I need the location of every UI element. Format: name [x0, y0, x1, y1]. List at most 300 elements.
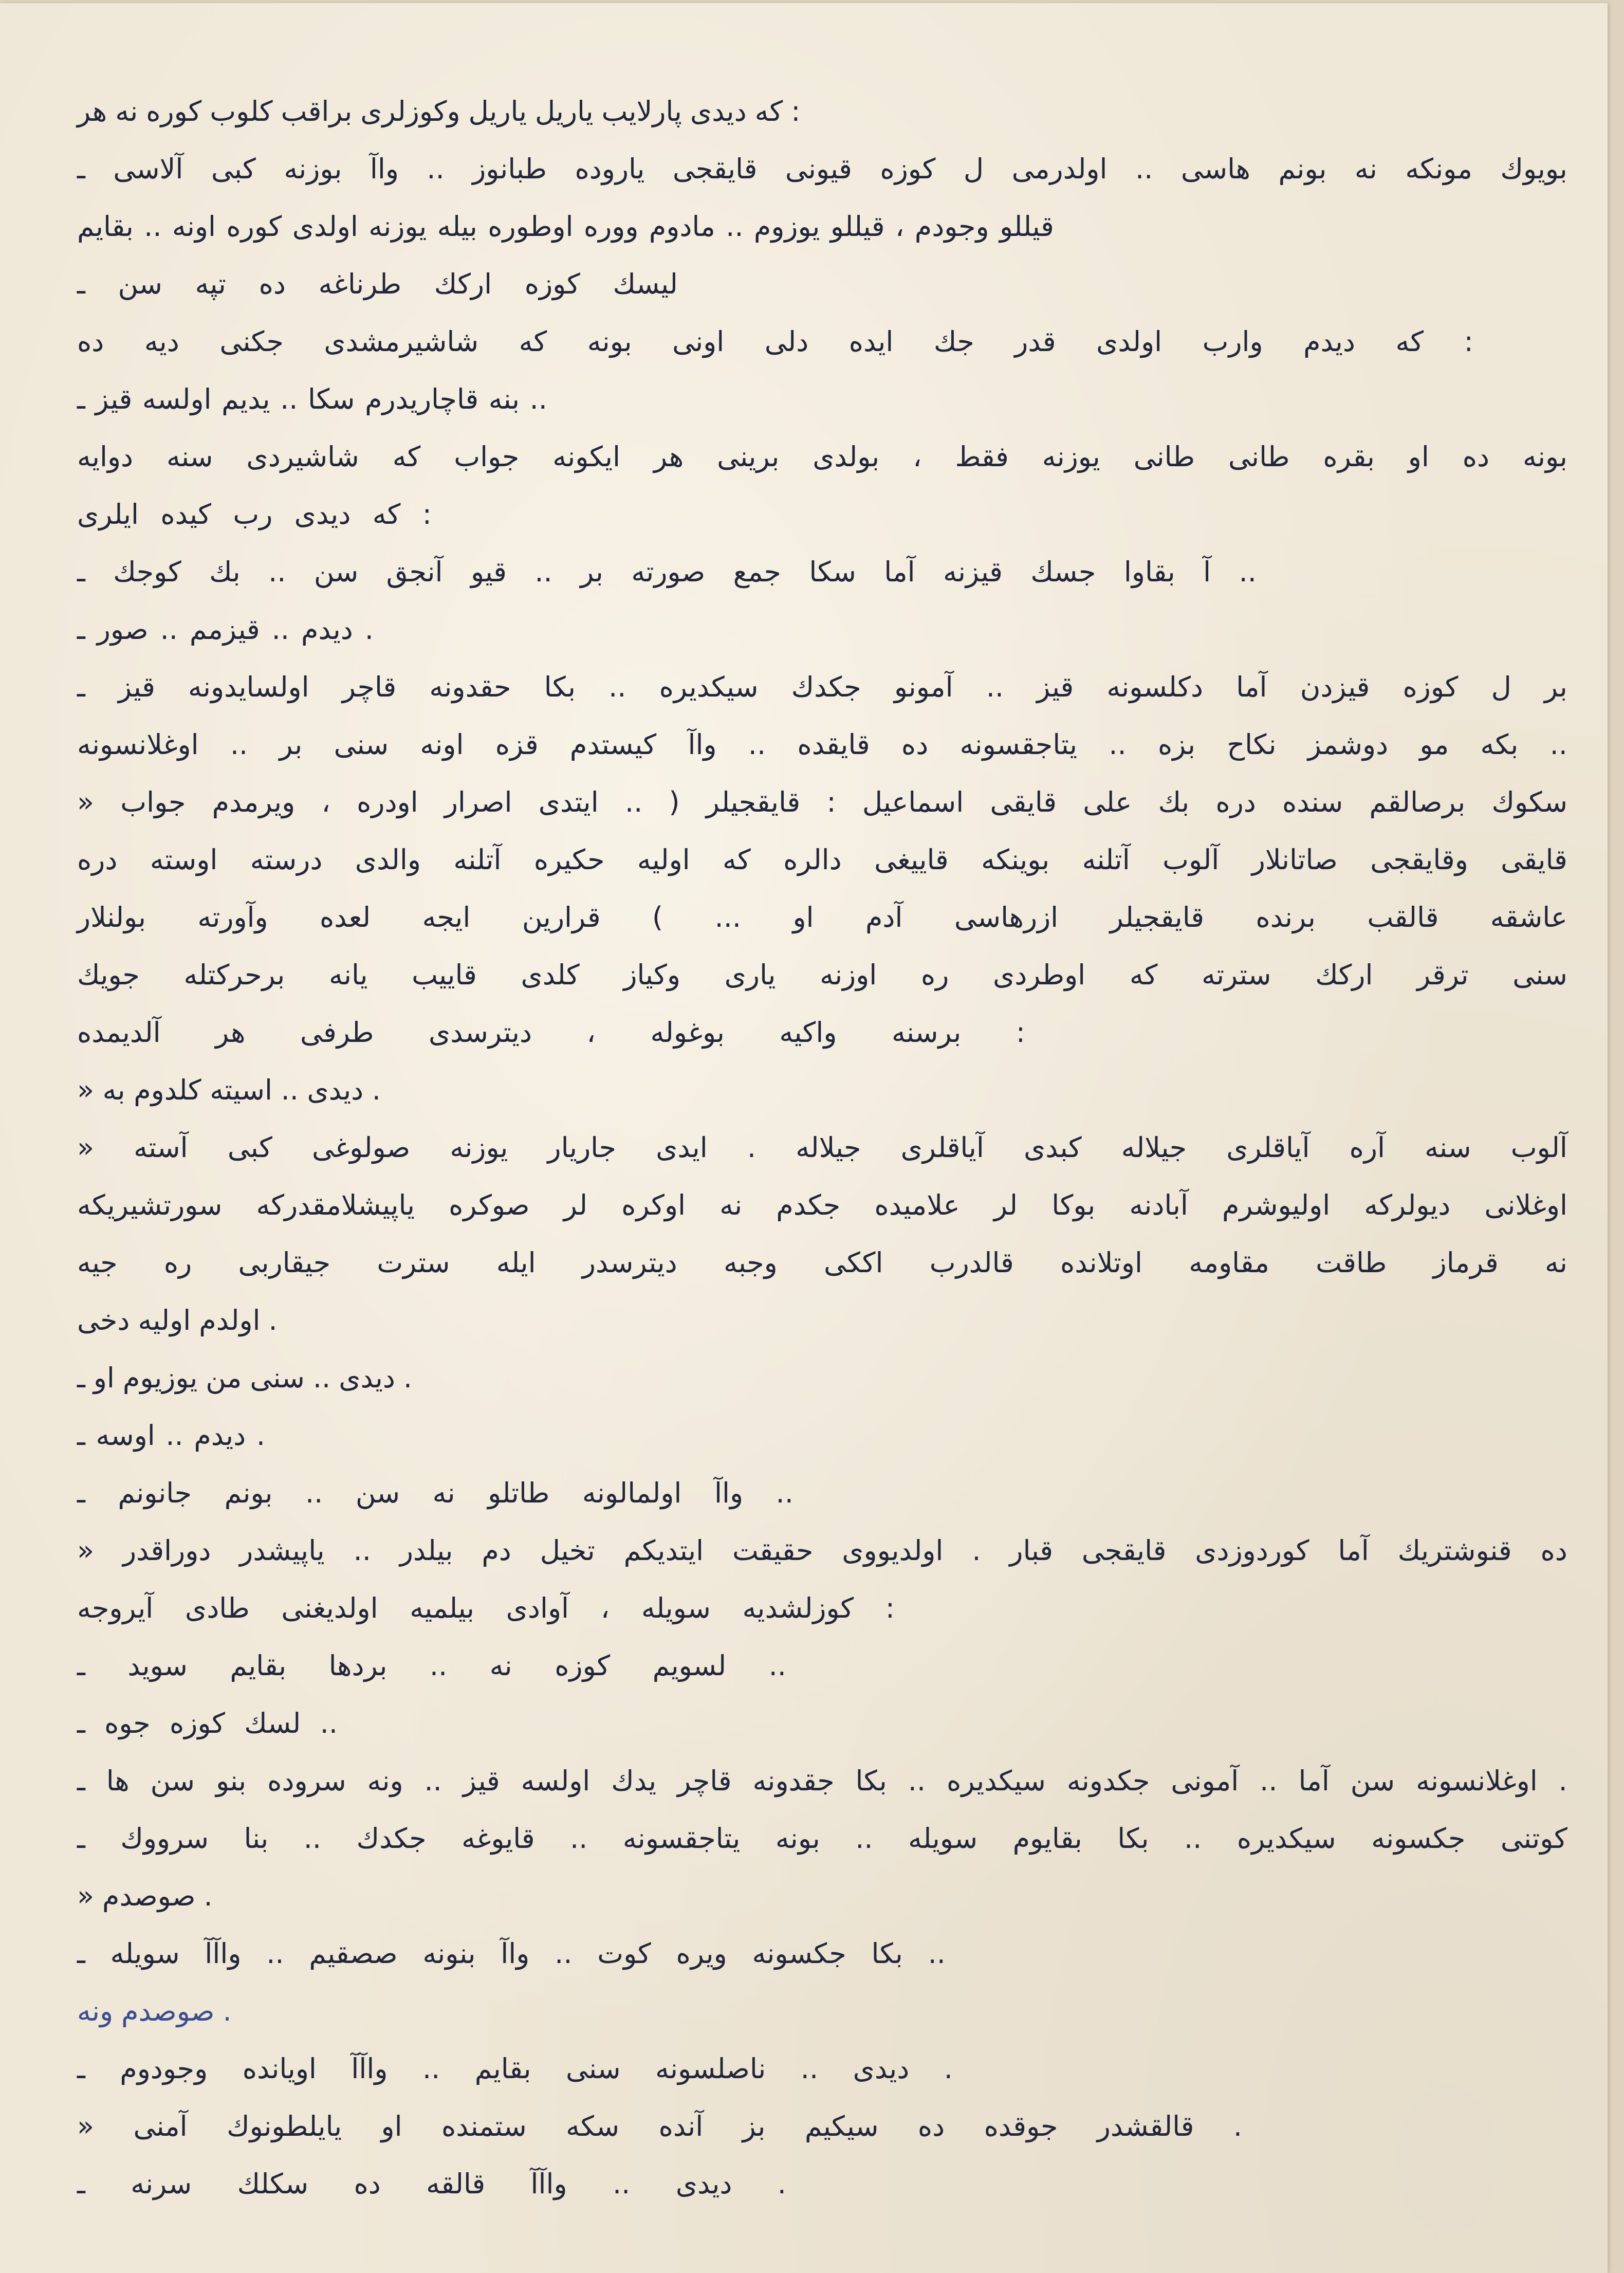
manuscript-word: کیده — [160, 498, 211, 530]
manuscript-word: قیز — [118, 671, 155, 703]
manuscript-word: بوغوله — [650, 1016, 725, 1049]
manuscript-word: صاتانلار — [1251, 844, 1338, 876]
manuscript-word: اویانده — [242, 2052, 317, 2085]
manuscript-word: واکیه — [779, 1016, 837, 1049]
manuscript-word: سوید — [127, 1649, 188, 1682]
manuscript-word: سنه — [167, 441, 213, 473]
manuscript-word: اوسته — [150, 844, 218, 876]
manuscript-word: آیروجه — [77, 1592, 154, 1624]
manuscript-word: شاشیردی — [246, 441, 359, 473]
manuscript-word: اوزنه — [820, 959, 877, 991]
manuscript-word: اصرار — [444, 786, 512, 818]
manuscript-line — [77, 1752, 1567, 1810]
manuscript-word: آسته — [134, 1131, 188, 1164]
manuscript-line — [77, 371, 547, 428]
manuscript-word: قالقشدر — [1097, 2110, 1194, 2142]
manuscript-word: نه — [1544, 1247, 1567, 1279]
manuscript-word: دیدی — [690, 95, 747, 127]
manuscript-word: رب — [233, 498, 273, 530]
manuscript-word: یوزنه — [368, 210, 427, 243]
manuscript-word: قایقجی — [672, 153, 758, 185]
manuscript-word: ، — [321, 786, 330, 818]
manuscript-word: اوغلانسونه — [77, 728, 199, 761]
manuscript-word: دخی — [77, 1304, 130, 1336]
manuscript-word: یاروده — [575, 153, 645, 185]
manuscript-line — [77, 2040, 953, 2098]
manuscript-word: طرناغه — [318, 268, 402, 300]
manuscript-word: دیدی — [294, 498, 351, 530]
manuscript-word: هاسی — [1180, 153, 1250, 185]
manuscript-word: که — [1129, 959, 1158, 991]
manuscript-word: : — [791, 95, 801, 127]
manuscript-word: بیله — [437, 210, 477, 243]
manuscript-word: بقایم — [77, 210, 134, 243]
manuscript-word: جکدم — [776, 1189, 841, 1221]
manuscript-word: ، — [895, 210, 905, 243]
manuscript-word: قایقی — [1501, 844, 1567, 876]
manuscript-word: بك — [209, 556, 241, 588]
manuscript-word: واآ — [370, 153, 399, 185]
manuscript-word: قاییغی — [874, 844, 949, 876]
manuscript-word: یوزنه — [1042, 441, 1100, 473]
manuscript-word: آما — [884, 556, 915, 588]
manuscript-word: .. — [422, 2052, 440, 2085]
manuscript-word: بز — [742, 2110, 766, 2142]
manuscript-word: ازرهاسی — [954, 901, 1059, 933]
manuscript-word: . — [364, 613, 374, 646]
manuscript-word: جك — [933, 325, 974, 358]
manuscript-word: وکیاز — [623, 959, 680, 991]
manuscript-word: .. — [160, 613, 178, 646]
manuscript-word: قیزمم — [189, 613, 260, 646]
manuscript-word: هر — [653, 441, 684, 473]
manuscript-word: قایقی — [990, 786, 1057, 818]
manuscript-word: فقط — [955, 441, 1009, 473]
manuscript-word: کوزه — [1402, 671, 1459, 703]
manuscript-word: بونه — [587, 325, 632, 358]
manuscript-word: واآآ — [530, 2168, 567, 2200]
manuscript-word: . — [204, 1880, 213, 1912]
manuscript-word: وجودم — [914, 210, 989, 243]
manuscript-word: قالدرب — [929, 1247, 1014, 1279]
manuscript-word: ناصلسونه — [655, 2052, 766, 2085]
manuscript-word: آمونو — [894, 671, 953, 703]
manuscript-word: ، — [586, 1016, 596, 1049]
manuscript-word: مقاومه — [1189, 1247, 1269, 1279]
manuscript-word: جسك — [1030, 556, 1096, 588]
manuscript-word: ده — [354, 2168, 381, 2200]
manuscript-word: برصالقم — [1369, 786, 1466, 818]
manuscript-word: جانونم — [118, 1477, 192, 1509]
manuscript-word: .. — [1260, 1765, 1278, 1797]
manuscript-word: بکا — [544, 671, 576, 703]
manuscript-line — [77, 1464, 793, 1522]
manuscript-line — [77, 486, 432, 543]
manuscript-word: ایدی — [656, 1131, 708, 1164]
manuscript-word: یوزیوم — [122, 1362, 198, 1394]
manuscript-word: : — [1016, 1016, 1025, 1049]
manuscript-word: .. — [529, 383, 547, 415]
manuscript-word: اوطردی — [992, 959, 1086, 991]
manuscript-word: . — [256, 1419, 265, 1452]
manuscript-word: « — [77, 1074, 95, 1106]
manuscript-word: طانی — [1228, 441, 1290, 473]
manuscript-word: . — [1233, 2110, 1242, 2142]
manuscript-word: اولدیغنی — [281, 1592, 378, 1624]
manuscript-word: بیلدر — [399, 1534, 453, 1567]
manuscript-word: طاتلو — [488, 1477, 550, 1509]
manuscript-word: سکه — [566, 2110, 620, 2142]
manuscript-word: کیستدم — [569, 728, 657, 761]
manuscript-word: بوزنه — [284, 153, 342, 185]
manuscript-word: قاچر — [677, 1765, 732, 1797]
manuscript-word: .. — [1239, 556, 1257, 588]
manuscript-word: ده — [917, 2110, 945, 2142]
manuscript-word: قدر — [1014, 325, 1056, 358]
manuscript-line — [77, 1234, 1567, 1292]
manuscript-word: قیللو — [830, 210, 885, 243]
manuscript-word: برنده — [1256, 901, 1316, 933]
manuscript-word: ایله — [496, 1247, 536, 1279]
manuscript-word: حقدونه — [429, 671, 511, 703]
manuscript-word: . — [944, 2052, 953, 2085]
manuscript-word: سرنه — [131, 2168, 192, 2200]
manuscript-line — [77, 1119, 1567, 1177]
manuscript-line — [77, 543, 1257, 601]
manuscript-word: ـ — [77, 1419, 85, 1452]
manuscript-word: قرارین — [522, 901, 601, 933]
manuscript-word: آلدیمده — [77, 1016, 161, 1049]
manuscript-word: .. — [855, 1822, 873, 1855]
manuscript-word: جوقده — [984, 2110, 1058, 2142]
manuscript-line — [77, 1867, 213, 1925]
manuscript-line — [77, 198, 1054, 255]
manuscript-word: .. — [800, 2052, 819, 2085]
manuscript-word: ده — [1462, 441, 1490, 473]
manuscript-word: .. — [748, 728, 766, 761]
manuscript-word: واآ — [688, 728, 717, 761]
manuscript-word: قالقب — [1367, 901, 1439, 933]
manuscript-word: دلی — [764, 325, 809, 358]
manuscript-line — [77, 1407, 265, 1464]
manuscript-word: .. — [303, 1822, 322, 1855]
manuscript-word: .. — [555, 1937, 573, 1970]
manuscript-word: .. — [624, 786, 643, 818]
manuscript-word: حقیقت — [732, 1534, 814, 1567]
manuscript-word: جواب — [120, 786, 186, 818]
manuscript-word: دم — [482, 1534, 511, 1567]
manuscript-word: سویله — [110, 1937, 180, 1970]
manuscript-word: .. — [908, 1765, 926, 1797]
manuscript-word: بك — [1158, 786, 1190, 818]
manuscript-word: جواب — [454, 441, 520, 473]
manuscript-word: او — [792, 901, 814, 933]
manuscript-word: ـ — [77, 1477, 85, 1509]
manuscript-word: آمنی — [133, 2110, 188, 2142]
manuscript-word: سیکدیره — [659, 671, 759, 703]
manuscript-word: نه — [115, 95, 138, 127]
manuscript-word: سن — [1350, 1765, 1395, 1797]
manuscript-word: بر — [279, 728, 303, 761]
manuscript-word: اسماعیل — [862, 786, 964, 818]
manuscript-line — [77, 428, 1567, 486]
manuscript-word: آیاقلری — [1226, 1131, 1310, 1164]
manuscript-word: بر — [580, 556, 603, 588]
manuscript-word: ـ — [77, 2052, 85, 2085]
manuscript-word: بونه — [775, 1822, 820, 1855]
manuscript-word: هر — [77, 95, 107, 127]
manuscript-word: کوزه — [524, 268, 580, 300]
manuscript-word: قیز — [463, 1765, 500, 1797]
manuscript-word: والدی — [355, 844, 421, 876]
manuscript-word: سکا — [809, 556, 856, 588]
manuscript-word: قاییب — [412, 959, 477, 991]
manuscript-word: ایتدی — [538, 786, 599, 818]
manuscript-word: دیه — [144, 325, 179, 358]
manuscript-word: ( — [669, 786, 680, 818]
manuscript-word: یانه — [329, 959, 368, 991]
manuscript-word: ایده — [848, 325, 894, 358]
manuscript-word: .. — [312, 1362, 331, 1394]
manuscript-word: جیلاله — [1121, 1131, 1187, 1164]
manuscript-word: .. — [429, 1649, 448, 1682]
manuscript-word: تپه — [195, 268, 226, 300]
manuscript-word: علی — [1083, 786, 1132, 818]
manuscript-word: جکدونه — [1066, 1765, 1150, 1797]
manuscript-word: کلوب — [210, 95, 273, 127]
manuscript-word: آما — [1298, 1765, 1330, 1797]
manuscript-word: .. — [165, 1419, 183, 1452]
manuscript-word: قیز — [1037, 671, 1074, 703]
manuscript-line — [77, 2098, 1242, 2155]
manuscript-line — [77, 1061, 381, 1119]
manuscript-word: یتاجقسونه — [622, 1822, 741, 1855]
manuscript-line — [77, 601, 374, 658]
manuscript-word: سنده — [1282, 786, 1343, 818]
manuscript-word: صور — [97, 613, 149, 646]
manuscript-word: ـ — [77, 1765, 85, 1797]
manuscript-word: سنه — [1425, 1131, 1471, 1164]
manuscript-word: دیدی — [339, 1362, 395, 1394]
manuscript-word: قیزنه — [943, 556, 1003, 588]
manuscript-word: آدم — [865, 901, 903, 933]
manuscript-word: .. — [613, 2168, 631, 2200]
manuscript-word: وارب — [1202, 325, 1263, 358]
manuscript-word: بقایوم — [1012, 1822, 1082, 1855]
manuscript-word: ـ — [77, 556, 85, 588]
manuscript-word: .. — [144, 210, 162, 243]
manuscript-word: جکسونه — [752, 1937, 846, 1970]
manuscript-word: ووره — [583, 210, 639, 243]
manuscript-word: دره — [77, 844, 118, 876]
manuscript-word: ویره — [676, 1937, 727, 1970]
manuscript-word: دوراقدر — [122, 1534, 211, 1567]
manuscript-line — [77, 889, 1567, 946]
manuscript-word: .. — [928, 1937, 946, 1970]
manuscript-word: یوزنه — [450, 1131, 508, 1164]
manuscript-word: بنو — [215, 1765, 247, 1797]
manuscript-word: طادی — [184, 1592, 250, 1624]
manuscript-word: آنده — [658, 2110, 704, 2142]
manuscript-word: .. — [305, 1477, 323, 1509]
manuscript-word: اوغلانسونه — [1416, 1765, 1538, 1797]
manuscript-word: ـ — [77, 1649, 85, 1682]
manuscript-word: مادوم — [649, 210, 715, 243]
manuscript-line — [77, 716, 1567, 774]
manuscript-word: .. — [1549, 728, 1567, 761]
manuscript-word: .. — [268, 556, 286, 588]
manuscript-word: قیونی — [785, 153, 852, 185]
manuscript-word: قرماز — [1433, 1247, 1499, 1279]
manuscript-word: . — [372, 1074, 381, 1106]
manuscript-word: بقایم — [230, 1649, 287, 1682]
manuscript-line — [77, 1695, 338, 1752]
manuscript-word: صوصدم — [121, 1995, 215, 2027]
manuscript-word: بقاوا — [1123, 556, 1175, 588]
manuscript-word: دیدم — [301, 613, 353, 646]
manuscript-word: آیاقلری — [900, 1131, 984, 1164]
manuscript-word: بقره — [1323, 441, 1375, 473]
manuscript-word: علامیده — [874, 1189, 960, 1221]
manuscript-word: قیللو — [1000, 210, 1054, 243]
manuscript-word: دکلسونه — [1106, 671, 1203, 703]
manuscript-word: بولنلار — [77, 901, 146, 933]
manuscript-word: جیه — [77, 1247, 118, 1279]
manuscript-word: « — [77, 1880, 95, 1912]
manuscript-word: یاریل — [535, 95, 594, 127]
manuscript-word: بیلمیه — [410, 1592, 474, 1624]
manuscript-word: . — [1558, 1765, 1567, 1797]
manuscript-word: ـ — [77, 153, 85, 185]
manuscript-word: جیقاربی — [238, 1247, 331, 1279]
manuscript-word: . — [403, 1362, 413, 1394]
manuscript-word: ل — [1491, 671, 1511, 703]
manuscript-word: ره — [920, 959, 949, 991]
manuscript-word: طانی — [1133, 441, 1195, 473]
manuscript-word: قایقجیلر — [1110, 901, 1205, 933]
manuscript-word: قزه — [495, 728, 539, 761]
manuscript-word: یدك — [611, 1765, 657, 1797]
manuscript-word: کوزه — [880, 153, 936, 185]
manuscript-word: ونه — [367, 1765, 403, 1797]
manuscript-word: جکسونه — [1371, 1822, 1466, 1855]
manuscript-word: دالره — [783, 844, 842, 876]
manuscript-word: جکنی — [219, 325, 284, 358]
manuscript-word: ، — [600, 1592, 610, 1624]
manuscript-page — [0, 3, 1608, 2273]
manuscript-word: دره — [1215, 786, 1256, 818]
manuscript-word: دیدی — [307, 1074, 364, 1106]
manuscript-word: حکیره — [533, 844, 605, 876]
manuscript-word: کوره — [226, 210, 282, 243]
manuscript-word: سیکدیره — [1237, 1822, 1336, 1855]
manuscript-word: طبانوز — [472, 153, 547, 185]
manuscript-word: بوینکه — [981, 844, 1050, 876]
manuscript-word: ، — [913, 441, 922, 473]
manuscript-word: طرفی — [300, 1016, 374, 1049]
manuscript-word: ها — [106, 1765, 130, 1797]
manuscript-word: آما — [1338, 1534, 1369, 1567]
manuscript-word: اولدی — [292, 210, 358, 243]
manuscript-word: یدیم — [222, 383, 270, 415]
manuscript-word: بکا — [855, 1765, 887, 1797]
manuscript-word: قیو — [470, 556, 507, 588]
manuscript-word: قاچر — [342, 671, 397, 703]
manuscript-word: بکه — [1480, 728, 1519, 761]
manuscript-word: . — [223, 1995, 232, 2027]
manuscript-word: دیدم — [1303, 325, 1355, 358]
manuscript-word: اولسه — [521, 1765, 590, 1797]
manuscript-word: او — [381, 2110, 402, 2142]
manuscript-word: : — [885, 1592, 895, 1624]
manuscript-word: بزه — [1157, 728, 1196, 761]
manuscript-word: سنی — [566, 2052, 621, 2085]
manuscript-word: قنوشتریك — [1397, 1534, 1512, 1567]
manuscript-word: .. — [280, 383, 298, 415]
manuscript-word: واآآ — [205, 1937, 242, 1970]
manuscript-word: اولیه — [637, 844, 690, 876]
manuscript-word: قیزدن — [1300, 671, 1370, 703]
manuscript-word: کوت — [597, 1937, 651, 1970]
manuscript-word: بکا — [871, 1937, 903, 1970]
manuscript-word: قایوغه — [462, 1822, 535, 1855]
manuscript-word: ـ — [77, 1707, 85, 1739]
manuscript-word: سکا — [307, 383, 355, 415]
manuscript-word: یتاجقسونه — [959, 728, 1078, 761]
manuscript-word: به — [102, 1074, 125, 1106]
manuscript-word: .. — [230, 728, 248, 761]
manuscript-word: دوشمز — [1307, 728, 1389, 761]
manuscript-word: جکدك — [791, 671, 861, 703]
manuscript-word: لیسك — [613, 268, 678, 300]
manuscript-word: مو — [1419, 728, 1449, 761]
manuscript-word: آلوب — [1162, 844, 1220, 876]
manuscript-word: سروده — [267, 1765, 346, 1797]
manuscript-word: وجودوم — [120, 2052, 208, 2085]
manuscript-word: سن — [118, 268, 162, 300]
manuscript-word: قبار — [1009, 1534, 1054, 1567]
manuscript-word: که — [392, 441, 421, 473]
manuscript-word: .. — [266, 1937, 284, 1970]
manuscript-word: اولسه — [142, 383, 212, 415]
manuscript-word: دیترسدر — [582, 1247, 677, 1279]
manuscript-line — [77, 1810, 1567, 1867]
manuscript-word: بقایم — [474, 2052, 531, 2085]
manuscript-word: ایتدیکم — [623, 1534, 704, 1567]
manuscript-word: . — [972, 1534, 981, 1567]
manuscript-line — [77, 1522, 1567, 1580]
manuscript-word: ـ — [77, 383, 85, 415]
manuscript-word: صصقیم — [309, 1937, 398, 1970]
manuscript-word: آبادنه — [1129, 1189, 1188, 1221]
manuscript-word: اسیته — [210, 1074, 273, 1106]
manuscript-word: اونی — [672, 325, 725, 358]
manuscript-word: کلدی — [521, 959, 580, 991]
manuscript-word: واآآ — [351, 2052, 388, 2085]
manuscript-word: ونه — [77, 1995, 114, 2027]
manuscript-word: سن — [150, 1765, 195, 1797]
manuscript-word: « — [77, 1534, 95, 1567]
manuscript-word: بردها — [328, 1649, 387, 1682]
manuscript-line — [77, 1177, 1567, 1234]
manuscript-word: .. — [726, 210, 744, 243]
manuscript-word: بونه — [1523, 441, 1567, 473]
manuscript-word: سرووك — [120, 1822, 209, 1855]
manuscript-word: بولدی — [813, 441, 880, 473]
manuscript-word: ترقر — [1417, 959, 1469, 991]
manuscript-word: هر — [215, 1016, 246, 1049]
manuscript-word: .. — [1109, 728, 1127, 761]
